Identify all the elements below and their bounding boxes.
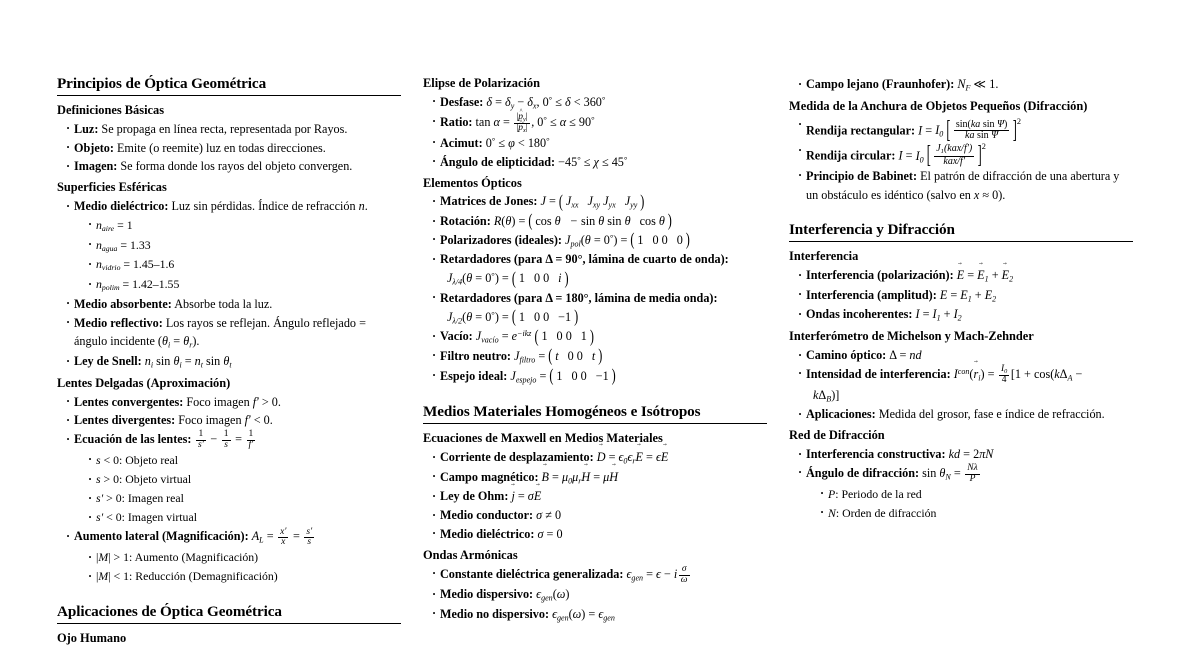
list-item bbox=[66, 295, 401, 314]
formula-line: $J_{\lambda/4}(\theta = 0^\circ)$ = ( 1 0 0 i ) bbox=[440, 269, 767, 289]
item-label: Medio absorbente: bbox=[74, 296, 172, 311]
item-label: Interferencia constructiva: bbox=[806, 447, 946, 462]
list-item: · Filtro neutro: $J_{filtro}$ = ( t 0 0 t ) bbox=[432, 347, 767, 367]
item-label: Rotación: bbox=[440, 214, 491, 229]
formula-line: $J_{\lambda/2}(\theta = 0^\circ)$ = ( 1 0 0 −1 ) bbox=[440, 308, 767, 328]
list-item: · Rendija circular: $I = I_0$ [ $\frac{J_1(kax/f')}{\text{kax/f′}}$ ] $^2$ bbox=[798, 141, 1133, 167]
list-item: · Lentes divergentes: Foco imagen f′ < 0. bbox=[66, 411, 401, 430]
subsection-title-medida-anchura: Medida de la Anchura de Objetos Pequeños (Difracción) bbox=[789, 98, 1088, 113]
list-item: · s′ > 0: Imagen real bbox=[88, 489, 401, 508]
item-label: Desfase: bbox=[440, 94, 484, 109]
section-title: Principios de Óptica Geométrica bbox=[57, 75, 267, 92]
fraction: $\frac{x'}{x}$ bbox=[280, 526, 287, 548]
item-label: Ondas incoherentes: bbox=[806, 307, 913, 322]
item-label: Ángulo de elipticidad: bbox=[440, 154, 556, 169]
matrix: ( t 0 0 t ) bbox=[548, 347, 602, 366]
list-item: · Ecuación de las lentes: $\frac{1}{s'}$ − $\frac{1}{s}$ = $\frac{1}{f'}$ · s < 0: Objeto real · s > 0: Objeto virtual · s′ > 0: Imagen real · s′ < 0: Imagen virtual bbox=[66, 430, 401, 527]
list-item: · Campo lejano (Fraunhofer): $N_F$ ≪ 1. bbox=[798, 75, 1133, 95]
sublist-red-parametros bbox=[806, 485, 1133, 523]
item-label: Intensidad de interferencia: bbox=[806, 367, 951, 382]
list-item: · $n_{polim} = 1.42-1.55$ bbox=[88, 275, 401, 295]
fraction: $\frac{1}{s'}$ bbox=[198, 429, 204, 451]
section-rule bbox=[789, 241, 1133, 242]
list-item: · |M| > 1: Aumento (Magnificación) bbox=[88, 548, 401, 567]
list-item: · s < 0: Objeto real bbox=[88, 451, 401, 470]
list-item: · $n_{vidrio} = 1.45-1.6$ bbox=[88, 255, 401, 275]
list-item: · $n_{aire} = 1$ bbox=[88, 216, 401, 236]
list-item: · $n_{agua} = 1.33$ bbox=[88, 236, 401, 256]
list-item: · Interferencia (polarización): E → = $E \to_1 + E \to_2$ bbox=[798, 266, 1133, 286]
item-label: Retardadores (para Δ = 90°, lámina de cuarto de onda): bbox=[440, 252, 729, 267]
list-item: · |M| < 1: Reducción (Demagnificación) bbox=[88, 567, 401, 586]
matrix: ( 1 0 0 −1 ) bbox=[512, 308, 578, 327]
item-label: Interferencia (polarización): bbox=[806, 268, 954, 283]
list-interferencia bbox=[789, 266, 1133, 325]
list-elementos-opticos bbox=[423, 192, 767, 386]
item-label: Acimut: bbox=[440, 135, 483, 150]
fraction: $\frac{N\lambda}{P}$ bbox=[967, 463, 978, 484]
list-item bbox=[66, 157, 401, 176]
item-label: Objeto: bbox=[74, 140, 114, 155]
fraction: [ $\frac{\text{sin(ka sin Ψ)}}{\text{ka sin Ψ}}$ bbox=[955, 118, 1008, 141]
item-label: Rendija circular: bbox=[806, 148, 896, 163]
section-title: Medios Materiales Homogéneos e Isótropos bbox=[423, 403, 701, 421]
list-item: · Matrices de Jones: J = ( $J_{xx}$ $J_{xy}$ $J_{yx}$ $J_{yy}$ ) bbox=[432, 192, 767, 212]
list-item: · Interferencia (amplitud): $E = E_1 + E_2$ bbox=[798, 286, 1133, 306]
list-interferometro bbox=[789, 346, 1133, 424]
subsection-title-lentes-delgadas: Lentes Delgadas (Aproximación) bbox=[57, 375, 231, 390]
item-text: Se propaga en línea recta, representada por Rayos. bbox=[101, 121, 348, 136]
formula-wrap bbox=[1082, 367, 1089, 381]
list-item: · Rendija rectangular: $I = I_0$ [ $\frac{\text{sin(ka sin Ψ)}}{\text{ka sin Ψ}}$ ] $^2$ bbox=[798, 116, 1133, 142]
list-item: · P: Periodo de la red bbox=[820, 485, 1133, 504]
item-label: Rendija rectangular: bbox=[806, 122, 916, 137]
matrix: ( 1 0 0 −1 ) bbox=[549, 367, 615, 386]
item-label: Campo magnético: bbox=[440, 469, 539, 484]
matrix: ( 1 0 0 i ) bbox=[512, 269, 569, 288]
section-title: Aplicaciones de Óptica Geométrica bbox=[57, 603, 282, 621]
item-label: Interferencia (amplitud): bbox=[806, 287, 937, 302]
fraction: $\frac{1}{f'}$ bbox=[248, 429, 254, 451]
sublist-signos-lentes bbox=[74, 451, 401, 527]
subsection-title-ondas-armonicas: Ondas Armónicas bbox=[423, 547, 518, 562]
item-label: Luz: bbox=[74, 121, 99, 136]
item-label: Medio reflectivo: bbox=[74, 315, 163, 330]
subsection-title-red-de-difraccion: Red de Difracción bbox=[789, 428, 885, 443]
item-label: Principio de Babinet: bbox=[806, 168, 918, 183]
sublist-indices-refraccion bbox=[74, 216, 401, 295]
item-label: Polarizadores (ideales): bbox=[440, 232, 562, 247]
list-item: · s > 0: Objeto virtual bbox=[88, 470, 401, 489]
list-item bbox=[432, 250, 767, 288]
item-label: Campo lejano (Fraunhofer): bbox=[806, 77, 955, 91]
list-campo-lejano bbox=[789, 75, 1133, 95]
list-item: · Medio reflectivo: Los rayos se reflejan. Ángulo reflejado = ángulo incidente $(\theta_i = \theta_r)$. bbox=[66, 314, 401, 352]
item-label: Ángulo de difracción: bbox=[806, 465, 920, 480]
item-label: Retardadores (para Δ = 180°, lámina de media onda): bbox=[440, 290, 718, 305]
item-label: Medio dispersivo: bbox=[440, 587, 534, 602]
column-2 bbox=[423, 75, 767, 627]
list-definiciones-basicas bbox=[57, 120, 401, 176]
formula-line: $k\Delta_B$)] bbox=[813, 387, 840, 404]
list-item: · Ley de Ohm: j → = σE → bbox=[432, 487, 767, 506]
list-item: · Medio dieléctrico: Luz sin pérdidas. Índice de refracción n. · $n_{aire} = 1$ · $n_{agua} = 1.33$ · $n_{vidrio} = 1.45-1.6$ · $n_{polim} = 1.42-1.55$ bbox=[66, 197, 401, 295]
column-container bbox=[0, 75, 1191, 648]
list-item: · Aumento lateral (Magnificación): $A_L$ = $\frac{x'}{x}$ = $\frac{s'}{s}$ · |M| > 1: Aumento (Magnificación) · |M| < 1: Reducción (Demagnificación) bbox=[66, 527, 401, 586]
section-aplicaciones-optica-geometrica bbox=[57, 603, 401, 646]
column-1 bbox=[57, 75, 401, 648]
list-item: · Constante dieléctrica generalizada: $\epsilon_{gen} = \epsilon - i$ $\frac{\sigma}{\omega}$ bbox=[432, 565, 767, 586]
list-item: · Principio de Babinet: El patrón de difracción de una abertura y un obstáculo es idéntico (salvo en x ≈ 0). bbox=[798, 167, 1133, 205]
item-label: Ecuación de las lentes: bbox=[74, 432, 192, 447]
fraction: $\frac{1}{s}$ bbox=[223, 429, 229, 451]
list-item bbox=[798, 405, 1133, 424]
list-item: · Polarizadores (ideales): $J_{pol}(\theta = 0^\circ)$ = ( 1 0 0 0 ) bbox=[432, 231, 767, 251]
fraction: $\frac{\sigma}{\omega}$ bbox=[680, 563, 688, 585]
list-item: · Ley de Snell: $n_i$ $\sin \theta_i = n_t$ $\sin \theta_t$ bbox=[66, 352, 401, 372]
item-label: Ley de Snell: bbox=[74, 354, 142, 369]
item-label: Ratio: bbox=[440, 114, 473, 129]
fraction: $\frac{I_0}{4}$ bbox=[1001, 363, 1008, 385]
fraction: $\frac{|p \^{}_y|}{|p \^{}_x|}$ bbox=[514, 113, 529, 134]
list-item bbox=[432, 289, 767, 327]
item-label: Medio dieléctrico: bbox=[440, 526, 535, 541]
subsection-title-ecuaciones-maxwell: Ecuaciones de Maxwell en Medios Materiales bbox=[423, 431, 663, 446]
item-text: Se forma donde los rayos del objeto convergen. bbox=[120, 159, 353, 174]
section-difraccion-continued bbox=[789, 75, 1133, 204]
matrix: ( 1 0 0 1 ) bbox=[534, 327, 593, 346]
matrix: ( cos θ − sin θ sin θ cos θ ) bbox=[528, 212, 671, 231]
list-lentes-delgadas bbox=[57, 393, 401, 587]
item-label: Filtro neutro: bbox=[440, 348, 511, 363]
list-item: · Ángulo de elipticidad: −45° ≤ χ ≤ 45° bbox=[432, 153, 767, 172]
matrix: ( 1 0 0 0 ) bbox=[630, 231, 689, 250]
section-rule bbox=[57, 95, 401, 96]
list-item: · s′ < 0: Imagen virtual bbox=[88, 508, 401, 527]
list-item: · Espejo ideal: $J_{espejo}$ = ( 1 0 0 −1 ) bbox=[432, 367, 767, 387]
list-item: · Medio conductor: σ ≠ 0 bbox=[432, 506, 767, 525]
list-item: · Corriente de desplazamiento: D → = $\epsilon_0\epsilon_rE$ → = ϵE → bbox=[432, 448, 767, 468]
matrix: ( $J_{xx}$ $J_{xy}$ $J_{yx}$ $J_{yy}$ ) bbox=[559, 192, 644, 212]
list-medida-anchura bbox=[789, 116, 1133, 205]
list-item: · Ratio: tan α = $\frac{|p \^{}_y|}{|p \^{}_x|}$ , 0° ≤ α ≤ 90° bbox=[432, 113, 767, 134]
item-text: Medida del grosor, fase e índice de refracción. bbox=[878, 407, 1105, 422]
list-item: · Intensidad de interferencia: $I^{con}(r \to_i)$ = $\frac{I_0}{4}$ [$1 + \cos(k\Delta_A$ − $k\Delta_B$)] bbox=[798, 365, 1133, 406]
item-label: Ley de Ohm: bbox=[440, 489, 509, 504]
section-rule bbox=[423, 423, 767, 424]
item-label: Aplicaciones: bbox=[806, 407, 876, 422]
list-item: · Vacío: $J_{vacío} = e^{-ikz}$ ( 1 0 0 1 ) bbox=[432, 327, 767, 347]
subsection-title-definiciones-basicas: Definiciones Básicas bbox=[57, 102, 165, 117]
item-label: Espejo ideal: bbox=[440, 368, 508, 383]
item-label: Lentes divergentes: bbox=[74, 413, 176, 428]
section-principios-optica-geometrica bbox=[57, 75, 401, 586]
list-item bbox=[66, 120, 401, 139]
subsection-title-superficies-esfericas: Superficies Esféricas bbox=[57, 180, 167, 195]
column-3 bbox=[789, 75, 1133, 525]
fraction: $\frac{s'}{s}$ bbox=[306, 526, 313, 548]
item-label: Constante dieléctrica generalizada: bbox=[440, 566, 624, 581]
list-item: · Medio dispersivo: $\epsilon_{gen}(\omega)$ bbox=[432, 585, 767, 605]
subsection-title-interferometro: Interferómetro de Michelson y Mach-Zehnder bbox=[789, 329, 1034, 344]
list-red-difraccion bbox=[789, 445, 1133, 523]
list-item: · Medio no dispersivo: $\epsilon_{gen}(\omega) = \epsilon_{gen}$ bbox=[432, 605, 767, 625]
list-item: · Rotación: R(θ) = ( cos θ − sin θ sin θ cos θ ) bbox=[432, 212, 767, 231]
item-label: Matrices de Jones: bbox=[440, 194, 538, 209]
list-ecuaciones-maxwell bbox=[423, 448, 767, 544]
subsection-title-elipse-de-polarizacion: Elipse de Polarización bbox=[423, 76, 541, 90]
item-text: Emite (o reemite) luz en todas direcciones. bbox=[116, 140, 326, 155]
item-label: Medio dieléctrico: bbox=[74, 199, 169, 214]
bracket-group bbox=[927, 144, 982, 167]
item-label: Corriente de desplazamiento: bbox=[440, 450, 594, 465]
list-item: · Medio dieléctrico: σ = 0 bbox=[432, 525, 767, 544]
item-label: Imagen: bbox=[74, 159, 118, 174]
list-item: · Ángulo de difracción: $\sin \theta_N$ = $\frac{N\lambda}{P}$ · P: Periodo de la red · N: Orden de difracción bbox=[798, 464, 1133, 523]
item-text: Absorbe toda la luz. bbox=[174, 296, 273, 311]
item-label: Aumento lateral (Magnificación): bbox=[74, 529, 249, 544]
list-item bbox=[66, 139, 401, 158]
item-label: Camino óptico: bbox=[806, 348, 887, 362]
item-label: Medio no dispersivo: bbox=[440, 606, 550, 621]
list-superficies-esfericas bbox=[57, 197, 401, 372]
section-polarizacion-continued bbox=[423, 76, 767, 386]
list-item: · Camino óptico: Δ = nd bbox=[798, 346, 1133, 365]
list-item: · Ondas incoherentes: $I = I_1 + I_2$ bbox=[798, 305, 1133, 325]
subsection-title-elementos-opticos: Elementos Ópticos bbox=[423, 175, 522, 190]
list-item: · N: Orden de difracción bbox=[820, 504, 1133, 523]
subsection-title-interferencia: Interferencia bbox=[789, 249, 859, 264]
list-item: · Campo magnético: B → = $\mu_0\mu_rH$ → = μH → bbox=[432, 468, 767, 488]
list-elipse-polarizacion bbox=[423, 93, 767, 172]
subsection-title-ojo-humano: Ojo Humano bbox=[57, 631, 127, 646]
section-medios-materiales bbox=[423, 403, 767, 624]
list-item: · Interferencia constructiva: kd = 2πN bbox=[798, 445, 1133, 464]
list-ondas-armonicas bbox=[423, 565, 767, 625]
item-label: Medio conductor: bbox=[440, 508, 534, 523]
item-label: Lentes convergentes: bbox=[74, 394, 184, 409]
item-label: Vacío: bbox=[440, 329, 473, 344]
section-title: Interferencia y Difracción bbox=[789, 221, 955, 239]
section-rule bbox=[57, 623, 401, 624]
list-item: · Lentes convergentes: Foco imagen f′ > 0. bbox=[66, 393, 401, 412]
section-interferencia-y-difraccion bbox=[789, 221, 1133, 522]
fraction: [ $\frac{J_1(kax/f')}{\text{kax/f′}}$ bbox=[936, 142, 973, 167]
list-item: · Acimut: 0° ≤ φ < 180° bbox=[432, 134, 767, 153]
list-item: · Desfase: $\delta = \delta_y - \delta_x$, 0° ≤ δ < 360° bbox=[432, 93, 767, 113]
sublist-magnificacion bbox=[74, 548, 401, 586]
